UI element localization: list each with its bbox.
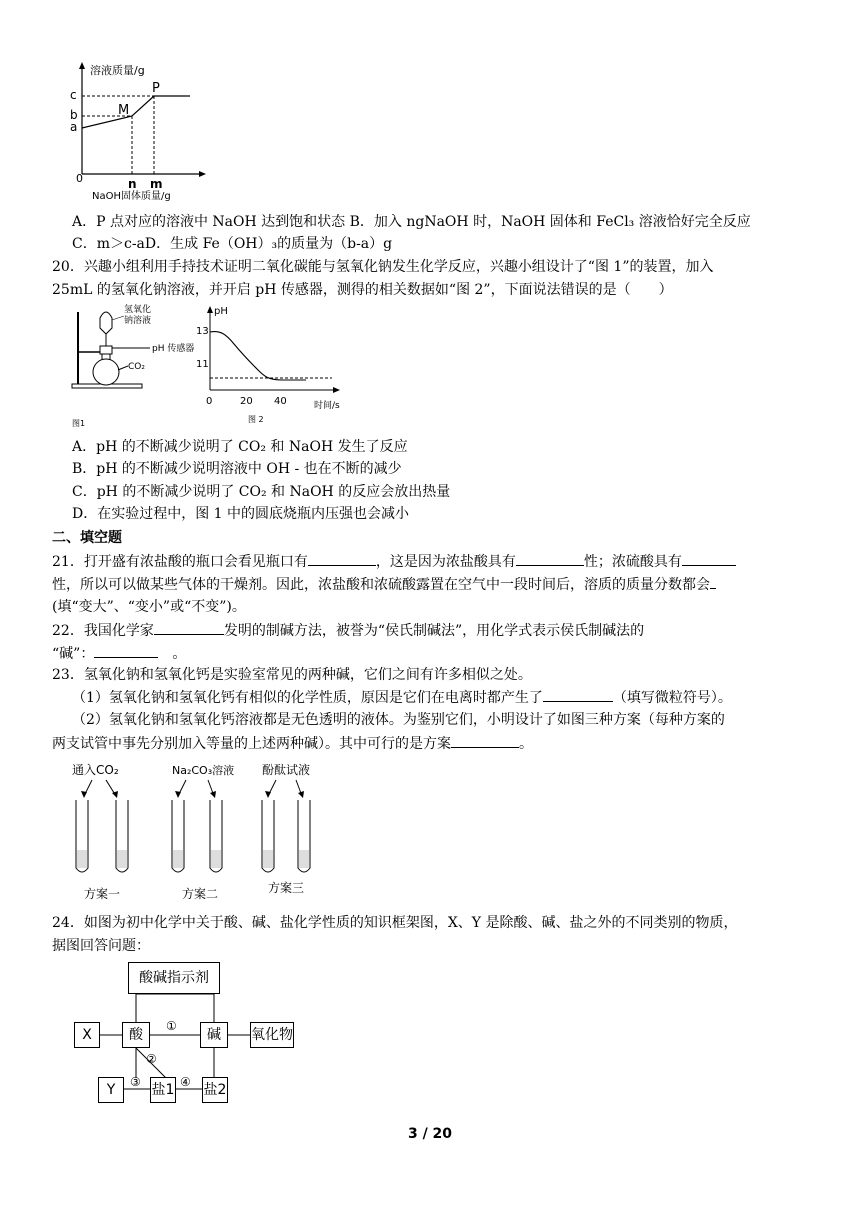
q20-option-b: B．pH 的不断减少说明溶液中 OH - 也在不断的减少 xyxy=(72,461,402,477)
fig1-caption: 图1 xyxy=(72,419,86,428)
fig1-label-naoh: 氢氧化 xyxy=(124,305,152,315)
tick-b: b xyxy=(70,108,78,122)
q22-line-1 xyxy=(52,620,644,641)
q21-blank-4[interactable] xyxy=(710,574,716,589)
q21-text-4: 性，所以可以做某些气体的干燥剂。因此，浓盐酸和浓硫酸露置在空气中一段时间后，溶质的质量分数都会 xyxy=(52,577,710,593)
q19-xlabel: NaOH固体质量/g xyxy=(92,191,171,202)
q19-option-cd: C．m＞c-aD．生成 Fe（OH）₃的质量为（b-a）g xyxy=(72,236,393,252)
tick-c: c xyxy=(70,88,77,102)
q24-stem-1: 24．如图为初中化学中关于酸、碱、盐化学性质的知识框架图，X、Y 是除酸、碱、盐之外的不同类别的物质， xyxy=(52,915,738,931)
fig1-sensor: pH 传感器 xyxy=(152,344,195,354)
q22-blank-1[interactable] xyxy=(154,620,224,635)
box-indicator: 酸碱指示剂 xyxy=(128,962,220,994)
q21-text-1: 21．打开盛有浓盐酸的瓶口会看见瓶口有 xyxy=(52,554,308,570)
box-x: X xyxy=(74,1022,100,1048)
q23-schemes-figure xyxy=(62,758,342,906)
tick-n: n xyxy=(128,177,137,191)
q20-stem-2: 25mL 的氢氧化钠溶液，并开启 pH 传感器，测得的相关数据如“图 2”，下面说法错误的是（ ） xyxy=(52,282,673,298)
fig2-ylabel: pH xyxy=(214,306,228,317)
fig2-caption: 图 2 xyxy=(248,415,264,424)
q20-option-d: D．在实验过程中，图 1 中的圆底烧瓶内压强也会减小 xyxy=(72,506,410,522)
section-heading: 二、填空题 xyxy=(52,530,122,546)
q21-line-3: (填“变大”、“变小”或“不变”)。 xyxy=(52,599,246,615)
mark-2: ② xyxy=(146,1052,157,1066)
q20-figure-2 xyxy=(196,304,346,430)
box-salt2: 盐2 xyxy=(202,1077,228,1103)
q21-blank-1[interactable] xyxy=(308,551,376,566)
q23-stem: 23．氢氧化钠和氢氧化钙是实验室常见的两种碱，它们之间有许多相似之处。 xyxy=(52,667,532,683)
q20-figure-1 xyxy=(66,304,206,430)
box-acid: 酸 xyxy=(122,1022,150,1048)
q23-text-2: （填写微粒符号）。 xyxy=(612,690,732,706)
q23-blank-1[interactable] xyxy=(543,687,613,702)
scheme-1-name: 方案一 xyxy=(84,887,121,901)
page-number: 3 / 20 xyxy=(407,1126,453,1142)
q22-text-4: 。 xyxy=(172,646,187,662)
q23-text-1: （1）氢氧化钠和氢氧化钙有相似的化学性质，原因是它们在电离时都产生了 xyxy=(72,690,543,706)
scheme-3 xyxy=(262,762,310,895)
fig1-co2: CO₂ xyxy=(128,362,145,372)
box-oxide: 氧化物 xyxy=(250,1022,294,1048)
tick-m: m xyxy=(150,177,163,191)
scheme-1 xyxy=(72,763,128,901)
scheme-3-reagent: 酚酞试液 xyxy=(262,763,311,777)
fig2-x20: 20 xyxy=(240,396,253,407)
box-y: Y xyxy=(98,1077,124,1103)
fig1-label-naoh-2: 钠溶液 xyxy=(124,316,152,326)
scheme-2 xyxy=(172,763,234,901)
q21-line-2 xyxy=(52,574,716,595)
q23-part-2-cont xyxy=(52,733,533,754)
fig2-x40: 40 xyxy=(274,396,287,407)
mark-4: ④ xyxy=(180,1075,191,1089)
fig2-y13: 13 xyxy=(196,326,209,337)
q22-text-2: 发明的制碱方法，被誉为“侯氏制碱法”，用化学式表示侯氏制碱法的 xyxy=(223,623,645,639)
q24-stem-2: 据图回答问题： xyxy=(52,938,150,954)
q19-graph xyxy=(62,58,212,204)
point-M: M xyxy=(118,103,130,118)
point-P: P xyxy=(152,81,160,96)
q20-stem-1: 20．兴趣小组利用手持技术证明二氧化碳能与氢氧化钠发生化学反应，兴趣小组设计了“图 1”的装置，加入 xyxy=(52,259,714,275)
q21-text-2: ，这是因为浓盐酸具有 xyxy=(375,554,516,570)
q22-blank-2[interactable] xyxy=(94,643,158,658)
q23-part-1 xyxy=(72,687,732,708)
q21-text-3: 性；浓硫酸具有 xyxy=(583,554,682,570)
q22-text-3: “碱”： xyxy=(52,646,95,662)
tick-0: 0 xyxy=(76,172,83,185)
q23-text-4: 。 xyxy=(519,736,533,752)
q22-text-1: 22．我国化学家 xyxy=(52,623,154,639)
q21-blank-2[interactable] xyxy=(516,551,584,566)
scheme-2-reagent: Na₂CO₃溶液 xyxy=(172,764,235,777)
scheme-3-name: 方案三 xyxy=(268,881,305,895)
tick-a: a xyxy=(70,120,78,134)
q20-option-a: A．pH 的不断减少说明了 CO₂ 和 NaOH 发生了反应 xyxy=(72,439,408,455)
fig2-xlabel: 时间/s xyxy=(314,401,340,411)
scheme-1-reagent: 通入CO₂ xyxy=(72,763,119,777)
q21-line-1 xyxy=(52,551,736,572)
mark-1: ① xyxy=(166,1019,177,1033)
q19-ylabel: 溶液质量/g xyxy=(90,64,145,77)
mark-3: ③ xyxy=(130,1075,141,1089)
q23-blank-2[interactable] xyxy=(451,733,519,748)
scheme-2-name: 方案二 xyxy=(182,887,219,901)
box-salt1: 盐1 xyxy=(150,1077,176,1103)
q19-option-ab: A．P 点对应的溶液中 NaOH 达到饱和状态 B．加入 ngNaOH 时，NaOH 固体和 FeCl₃ 溶液恰好完全反应 xyxy=(72,214,751,230)
q23-text-3: 两支试管中事先分别加入等量的上述两种碱）。其中可行的是方案 xyxy=(52,736,451,752)
q22-line-2 xyxy=(52,643,186,664)
q21-blank-3[interactable] xyxy=(682,551,736,566)
box-base: 碱 xyxy=(200,1022,228,1048)
q23-part-2: （2）氢氧化钠和氢氧化钙溶液都是无色透明的液体。为鉴别它们，小明设计了如图三种方案（每种方案的 xyxy=(72,712,725,728)
q20-option-c: C．pH 的不断减少说明了 CO₂ 和 NaOH 的反应会放出热量 xyxy=(72,484,451,500)
fig2-x0: 0 xyxy=(206,396,213,407)
fig2-y11: 11 xyxy=(196,359,209,370)
